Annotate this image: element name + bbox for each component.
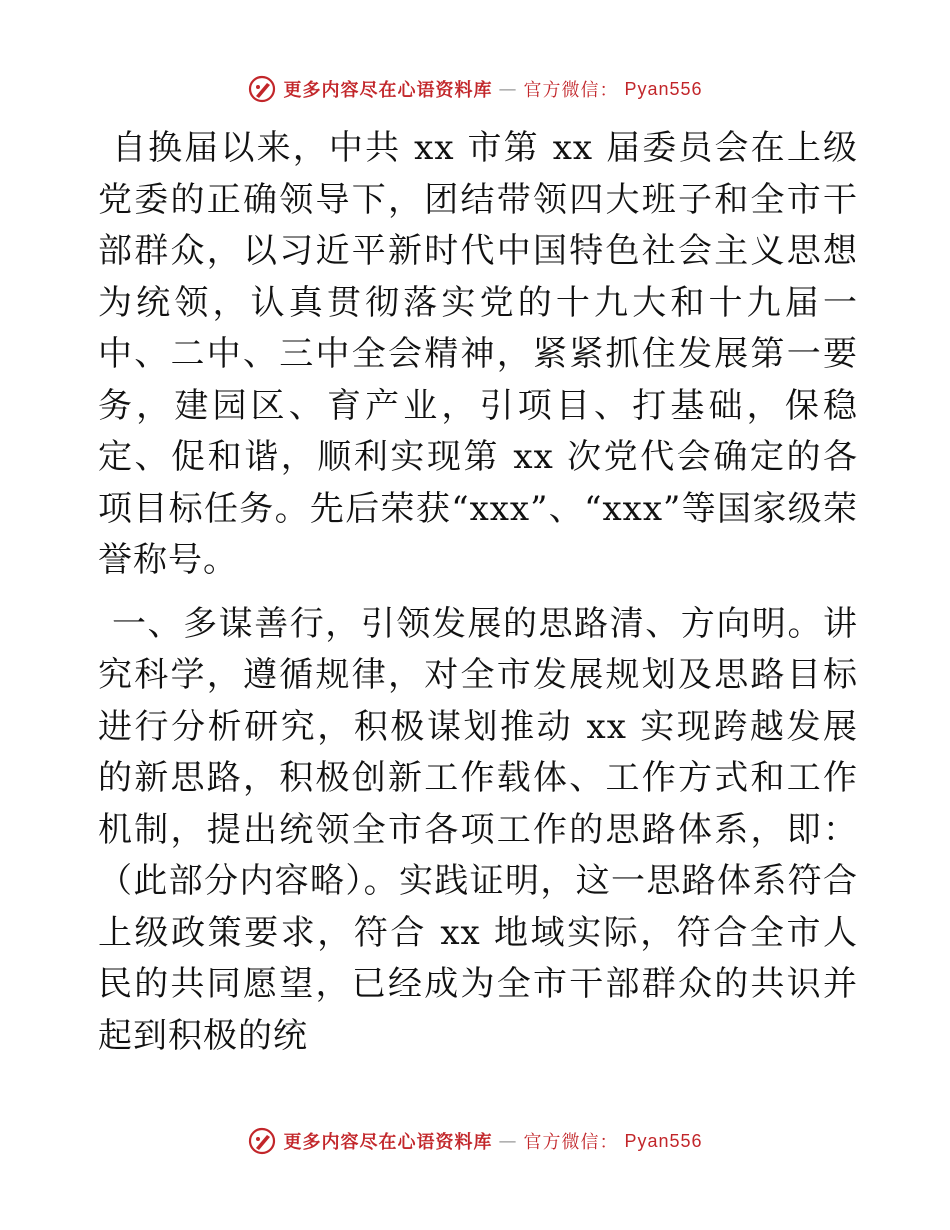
quill-logo-icon — [247, 74, 277, 104]
watermark-text: 更多内容尽在心语资料库 — [283, 80, 493, 101]
watermark-label: 官方微信： — [523, 80, 619, 101]
watermark-text: 更多内容尽在心语资料库 — [283, 1132, 493, 1153]
watermark-id: Pyan556 — [624, 78, 703, 99]
footer-watermark — [0, 1126, 950, 1156]
watermark-id: Pyan556 — [624, 1130, 703, 1151]
watermark-dash: — — [498, 1130, 518, 1152]
quill-logo-icon — [247, 1126, 277, 1156]
header-watermark — [0, 74, 950, 104]
document-body — [98, 123, 858, 1062]
watermark-dash: — — [498, 78, 518, 100]
paragraph-section-one: 一、多谋善行，引领发展的思路清、方向明。讲究科学，遵循规律，对全市发展规划及思路目标进行分析研究，积极谋划推动 xx 实现跨越发展的新思路，积极创新工作载体、工作方式和工作机制，提出统领全市各项工作的思路体系，即：（此部分内容略）。实践证明，这一思路体系符合上级政策要求，符合 xx 地域实际，符合全市人民的共同愿望，已经成为全市干部群众的共识并起到积极的统 — [98, 603, 858, 1056]
paragraph-intro: 自换届以来，中共 xx 市第 xx 届委员会在上级党委的正确领导下，团结带领四大班子和全市干部群众，以习近平新时代中国特色社会主义思想为统领，认真贯彻落实党的十九大和十九届一中、二中、三中全会精神，紧紧抓住发展第一要务，建园区、育产业，引项目、打基础，保稳定、促和谐，顺利实现第 xx 次党代会确定的各项目标任务。先后荣获“xxx”、“xxx”等国家级荣誉称号。 — [98, 128, 858, 580]
watermark-label: 官方微信： — [523, 1132, 619, 1153]
